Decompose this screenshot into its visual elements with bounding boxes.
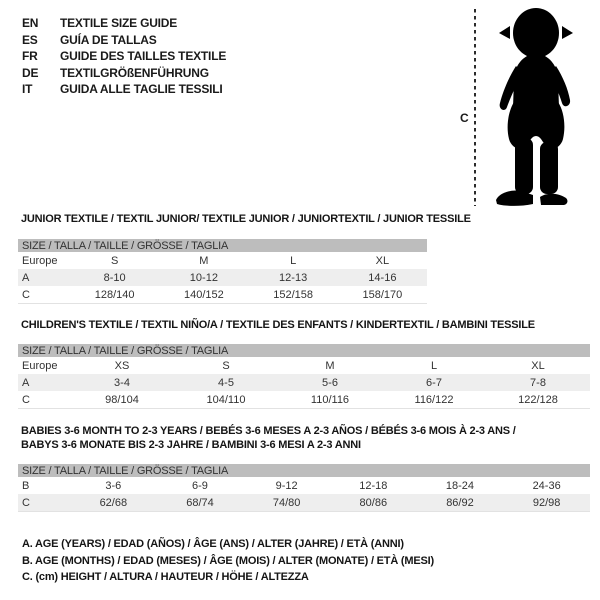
row-label-cell: C	[18, 391, 70, 409]
size-value-cell: 92/98	[503, 494, 590, 512]
size-value-cell: 116/122	[382, 391, 486, 409]
language-row	[22, 65, 226, 82]
section-title: CHILDREN'S TEXTILE / TEXTIL NIÑO/A / TEXTILE DES ENFANTS / KINDERTEXTIL / BAMBINI TESSILE	[21, 319, 535, 331]
row-label-cell: Europe	[22, 254, 58, 267]
language-code: DE	[22, 65, 39, 80]
size-value-cell: 4-5	[174, 374, 278, 391]
language-row	[22, 81, 226, 98]
language-code: FR	[22, 49, 38, 63]
language-code: IT	[22, 82, 33, 96]
section-junior	[18, 212, 471, 304]
size-value-cell: 62/68	[70, 494, 157, 512]
children-size-table	[18, 344, 590, 409]
junior-size-table	[18, 239, 427, 304]
size-value-cell: 86/92	[417, 494, 504, 512]
size-value-cell: M	[325, 359, 335, 372]
size-header-cell: SIZE / TALLA / TAILLE / GRÖSSE / TAGLIA	[18, 344, 590, 357]
table-row	[18, 477, 590, 494]
row-label-cell: B	[22, 479, 30, 492]
size-value-cell: XL	[531, 359, 545, 372]
size-value-cell: 12-18	[359, 479, 388, 492]
size-value-cell: 24-36	[532, 479, 561, 492]
size-value-cell: 6-7	[382, 374, 486, 391]
size-value-cell: 80/86	[330, 494, 417, 512]
size-value-cell: XL	[375, 254, 390, 267]
footnotes	[22, 536, 434, 586]
size-value-cell: 122/128	[486, 391, 590, 409]
size-value-cell: 152/158	[249, 286, 338, 304]
size-header-cell: SIZE / TALLA / TAILLE / GRÖSSE / TAGLIA	[18, 464, 590, 477]
size-value-cell: 8-10	[70, 269, 159, 286]
table-row	[18, 286, 427, 304]
language-label: GUIDE DES TAILLES TEXTILE	[60, 49, 227, 63]
language-code: EN	[22, 16, 39, 30]
footnote-line-c: C. (cm) HEIGHT / ALTURA / HAUTEUR / HÖHE / ALTEZZA	[22, 571, 309, 583]
size-header-row	[18, 344, 590, 357]
size-value-cell: 18-24	[445, 479, 475, 492]
table-row	[18, 391, 590, 409]
footnote-line-a: A. AGE (YEARS) / EDAD (AÑOS) / ÂGE (ANS) / ALTER (JAHRE) / ETÀ (ANNI)	[22, 538, 404, 550]
size-value-cell: 104/110	[174, 391, 278, 409]
section-children	[18, 318, 590, 409]
size-value-cell: 98/104	[70, 391, 174, 409]
size-value-cell: 14-16	[338, 269, 427, 286]
size-value-cell: 12-13	[249, 269, 338, 286]
size-value-cell: 5-6	[278, 374, 382, 391]
table-row	[18, 252, 427, 269]
language-label: GUIDA ALLE TAGLIE TESSILI	[60, 82, 223, 96]
size-value-cell: 3-4	[70, 374, 174, 391]
language-row	[22, 15, 226, 32]
section-babies	[18, 424, 590, 512]
size-value-cell: XS	[114, 359, 130, 372]
row-label-cell: C	[18, 286, 70, 304]
size-value-cell: 10-12	[159, 269, 248, 286]
babies-size-table	[18, 464, 590, 512]
footnote-line-b: B. AGE (MONTHS) / EDAD (MESES) / ÂGE (MOIS) / ALTER (MONATE) / ETÀ (MESI)	[22, 554, 434, 567]
size-value-cell: 158/170	[338, 286, 427, 304]
size-value-cell: 3-6	[105, 479, 122, 492]
language-row	[22, 48, 226, 65]
size-header-row	[18, 464, 590, 477]
table-row	[18, 269, 427, 286]
row-label-cell: A	[18, 269, 70, 286]
language-header	[22, 15, 226, 98]
size-header-cell: SIZE / TALLA / TAILLE / GRÖSSE / TAGLIA	[18, 239, 427, 252]
measure-label-c: C	[460, 111, 469, 125]
section-title: JUNIOR TEXTILE / TEXTIL JUNIOR/ TEXTILE JUNIOR / JUNIORTEXTIL / JUNIOR TESSILE	[21, 213, 471, 225]
size-value-cell: L	[290, 254, 297, 267]
toddler-silhouette	[496, 8, 573, 206]
size-value-cell: S	[110, 254, 119, 267]
size-value-cell: 68/74	[157, 494, 244, 512]
language-row	[22, 32, 226, 49]
language-label: TEXTILGRÖßENFÜHRUNG	[60, 65, 209, 80]
size-value-cell: 110/116	[278, 391, 382, 409]
table-row	[18, 494, 590, 512]
row-label-cell: A	[18, 374, 70, 391]
section-title-line2: BABYS 3-6 MONATE BIS 2-3 JAHRE / BAMBINI 3-6 MESI A 2-3 ANNI	[21, 439, 361, 451]
size-value-cell: 9-12	[275, 479, 298, 492]
size-value-cell: 128/140	[70, 286, 159, 304]
section-title: BABIES 3-6 MONTH TO 2-3 YEARS / BEBÉS 3-6 MESES A 2-3 AÑOS / BÉBÉS 3-6 MOIS À 2-3 ANS /	[21, 425, 516, 437]
size-value-cell: L	[430, 359, 438, 372]
language-label: TEXTILE SIZE GUIDE	[60, 16, 178, 30]
row-label-cell: C	[18, 494, 70, 512]
size-value-cell: M	[199, 254, 209, 267]
table-row	[18, 357, 590, 374]
language-label: GUÍA DE TALLAS	[60, 32, 157, 47]
size-value-cell: 7-8	[486, 374, 590, 391]
size-value-cell: 74/80	[243, 494, 330, 512]
size-value-cell: 6-9	[192, 479, 208, 492]
size-value-cell: S	[222, 359, 230, 372]
toddler-silhouette-figure	[448, 4, 598, 209]
table-row	[18, 374, 590, 391]
row-label-cell: Europe	[22, 359, 58, 372]
size-value-cell: 140/152	[159, 286, 248, 304]
size-header-row	[18, 239, 427, 252]
language-code: ES	[22, 32, 38, 47]
